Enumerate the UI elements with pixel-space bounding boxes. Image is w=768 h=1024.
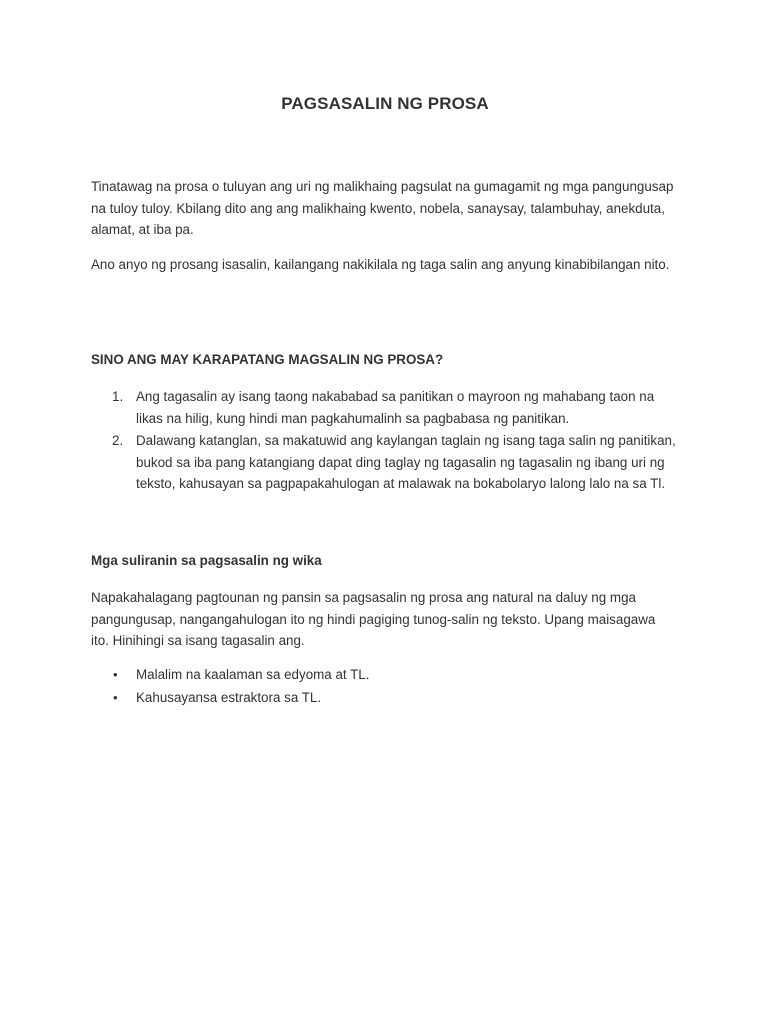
list-item	[91, 687, 681, 709]
problems-paragraph: Napakahalagang pagtounan ng pansin sa pagsasalin ng prosa ang natural na daluy ng mga pangungusap, nangangahulogan ito ng hindi pagiging tunog-salin ng teksto. Upang maisagawa ito. Hinihingi sa isang tagasalin ang.	[91, 590, 656, 648]
page-title: PAGSASALIN NG PROSA	[281, 94, 489, 113]
list-number: 2.	[112, 433, 124, 448]
list-item-text: Ang tagasalin ay isang taong nakababad sa panitikan o mayroon ng mahabang taon na likas na hilig, kung hindi man pagkahumalinh sa pagbabasa ng panitikan.	[136, 389, 655, 426]
list-number: 1.	[112, 389, 124, 404]
list-item	[91, 664, 681, 686]
form-paragraph: Ano anyo ng prosang isasalin, kailangang nakikilala ng taga salin ang anyung kinabibilangan nito.	[91, 257, 670, 272]
list-item-text: Malalim na kaalaman sa edyoma at TL.	[136, 667, 370, 682]
bullet-icon: •	[113, 667, 118, 682]
intro-paragraph: Tinatawag na prosa o tuluyan ang uri ng malikhaing pagsulat na gumagamit ng mga pangungusap na tuloy tuloy. Kbilang dito ang ang malikhaing kwento, nobela, sanaysay, talambuhay, anekduta, alamat, at iba pa.	[91, 179, 674, 237]
ordered-list	[91, 386, 681, 496]
bullet-icon: •	[113, 689, 118, 705]
list-item-text: Kahusayansa estraktora sa TL.	[136, 689, 322, 705]
list-item	[91, 386, 681, 429]
section-heading-translator: SINO ANG MAY KARAPATANG MAGSALIN NG PROSA?	[91, 352, 444, 367]
list-item-text: Dalawang katanglan, sa makatuwid ang kaylangan taglain ng isang taga salin ng panitikan, bukod sa iba pang katangiang dapat ding taglay ng tagasalin ng tagasalin ng ibang uri ng teksto, kahusayan sa pagpapakahulogan at malawak na bokabolaryo lalong lalo na sa Tl.	[136, 433, 676, 491]
bullet-list	[91, 664, 681, 709]
list-item	[91, 430, 681, 495]
section-heading-problems: Mga suliranin sa pagsasalin ng wika	[91, 553, 322, 568]
